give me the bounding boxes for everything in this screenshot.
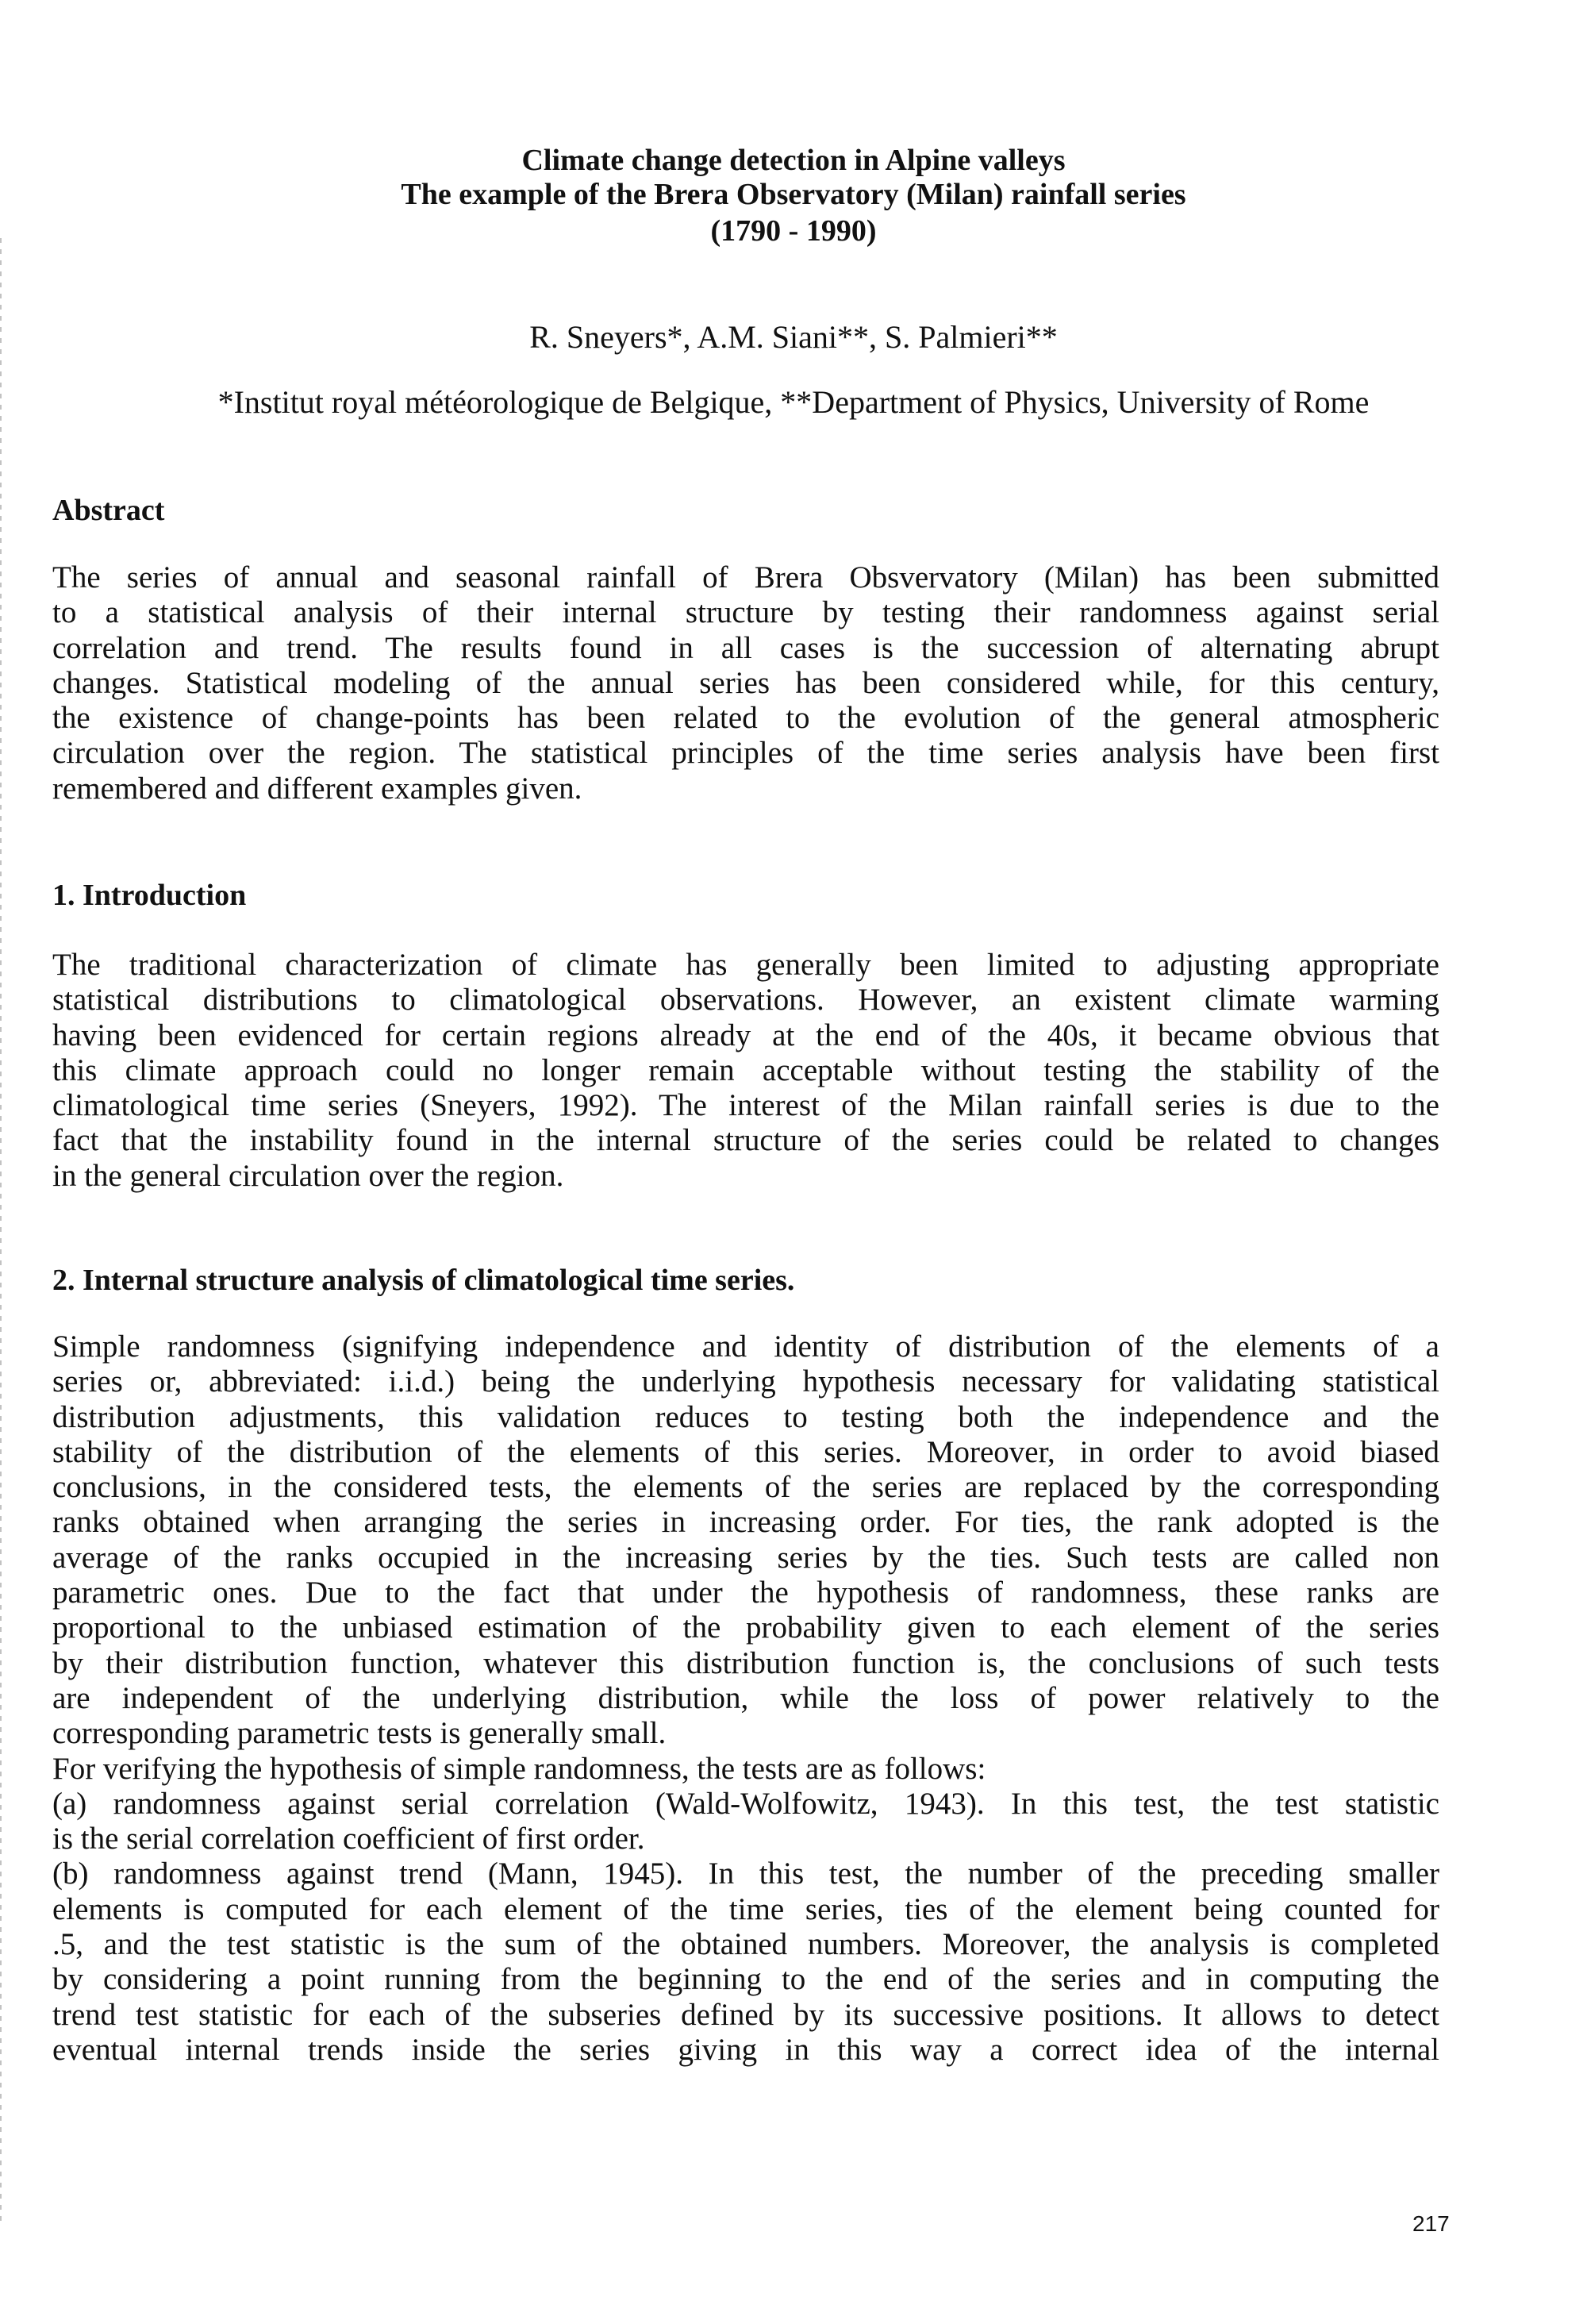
affiliations: *Institut royal météorologique de Belgique, **Department of Physics, University of Rome [217, 384, 1370, 420]
section-2-line: by considering a point running from the beginning to the end of the series and in computing the [52, 1962, 1439, 1997]
section-2-line: average of the ranks occupied in the increasing series by the ties. Such tests are called non [52, 1540, 1439, 1575]
section-2-line: eventual internal trends inside the series giving in this way a correct idea of the internal [52, 2032, 1439, 2067]
scan-edge-artifact [0, 238, 2, 2222]
abstract-body [52, 560, 1439, 806]
abstract-line: the existence of change-points has been related to the evolution of the general atmospheric [52, 701, 1439, 736]
section-2-line: ranks obtained when arranging the series in increasing order. For ties, the rank adopted is the [52, 1505, 1439, 1540]
abstract-line: to a statistical analysis of their internal structure by testing their randomness against serial [52, 595, 1439, 630]
section-2-line: (a) randomness against serial correlation (Wald-Wolfowitz, 1943). In this test, the test statistic [52, 1786, 1439, 1821]
paper-title-line-1: Climate change detection in Alpine valleys [521, 144, 1066, 177]
section-2-heading: 2. Internal structure analysis of climatological time series. [52, 1264, 795, 1297]
paper-title-line-2: The example of the Brera Observatory (Milan) rainfall series [401, 178, 1186, 211]
authors: R. Sneyers*, A.M. Siani**, S. Palmieri** [529, 319, 1058, 355]
page-number: 217 [1412, 2211, 1450, 2236]
section-2-line: are independent of the underlying distribution, while the loss of power relatively to the [52, 1680, 1439, 1715]
section-2-line: For verifying the hypothesis of simple randomness, the tests are as follows: [52, 1751, 986, 1786]
introduction-line: in the general circulation over the region. [52, 1158, 564, 1193]
section-2-line: Simple randomness (signifying independence and identity of distribution of the elements of a [52, 1329, 1439, 1364]
abstract-heading: Abstract [52, 494, 165, 527]
abstract-line: remembered and different examples given. [52, 771, 582, 806]
section-2-line: conclusions, in the considered tests, the elements of the series are replaced by the corresponding [52, 1470, 1439, 1505]
introduction-heading: 1. Introduction [52, 879, 247, 912]
abstract-line: changes. Statistical modeling of the annual series has been considered while, for this century, [52, 665, 1439, 700]
section-2-line: is the serial correlation coefficient of first order. [52, 1822, 645, 1857]
section-2-line: parametric ones. Due to the fact that under the hypothesis of randomness, these ranks are [52, 1576, 1439, 1610]
section-2-body [52, 1329, 1439, 2068]
paper-title-line-3: (1790 - 1990) [710, 214, 877, 248]
section-2-line: by their distribution function, whatever this distribution function is, the conclusions of such tests [52, 1645, 1439, 1680]
introduction-line: The traditional characterization of climate has generally been limited to adjusting appropriate [52, 948, 1439, 982]
section-2-line: (b) randomness against trend (Mann, 1945). In this test, the number of the preceding smaller [52, 1857, 1439, 1891]
introduction-line: this climate approach could no longer remain acceptable without testing the stability of the [52, 1052, 1439, 1087]
introduction-body [52, 948, 1439, 1194]
introduction-line: climatological time series (Sneyers, 1992). The interest of the Milan rainfall series is due to the [52, 1088, 1439, 1123]
introduction-line: fact that the instability found in the internal structure of the series could be related to changes [52, 1123, 1439, 1158]
abstract-line: circulation over the region. The statistical principles of the time series analysis have been first [52, 736, 1439, 771]
section-2-line: corresponding parametric tests is generally small. [52, 1716, 667, 1751]
section-2-line: stability of the distribution of the elements of this series. Moreover, in order to avoid biased [52, 1434, 1439, 1469]
section-2-line: series or, abbreviated: i.i.d.) being the underlying hypothesis necessary for validating statistical [52, 1364, 1439, 1399]
introduction-line: having been evidenced for certain regions already at the end of the 40s, it became obvious that [52, 1018, 1439, 1052]
abstract-line: correlation and trend. The results found in all cases is the succession of alternating abrupt [52, 630, 1439, 665]
section-2-line: .5, and the test statistic is the sum of the obtained numbers. Moreover, the analysis is completed [52, 1927, 1439, 1962]
section-2-line: trend test statistic for each of the subseries defined by its successive positions. It allows to detect [52, 1997, 1439, 2032]
section-2-line: proportional to the unbiased estimation of the probability given to each element of the series [52, 1610, 1439, 1645]
section-2-line: distribution adjustments, this validation reduces to testing both the independence and the [52, 1399, 1439, 1434]
abstract-line: The series of annual and seasonal rainfall of Brera Obsvervatory (Milan) has been submitted [52, 560, 1439, 594]
section-2-line: elements is computed for each element of the time series, ties of the element being counted for [52, 1891, 1439, 1926]
introduction-line: statistical distributions to climatological observations. However, an existent climate warming [52, 983, 1439, 1018]
